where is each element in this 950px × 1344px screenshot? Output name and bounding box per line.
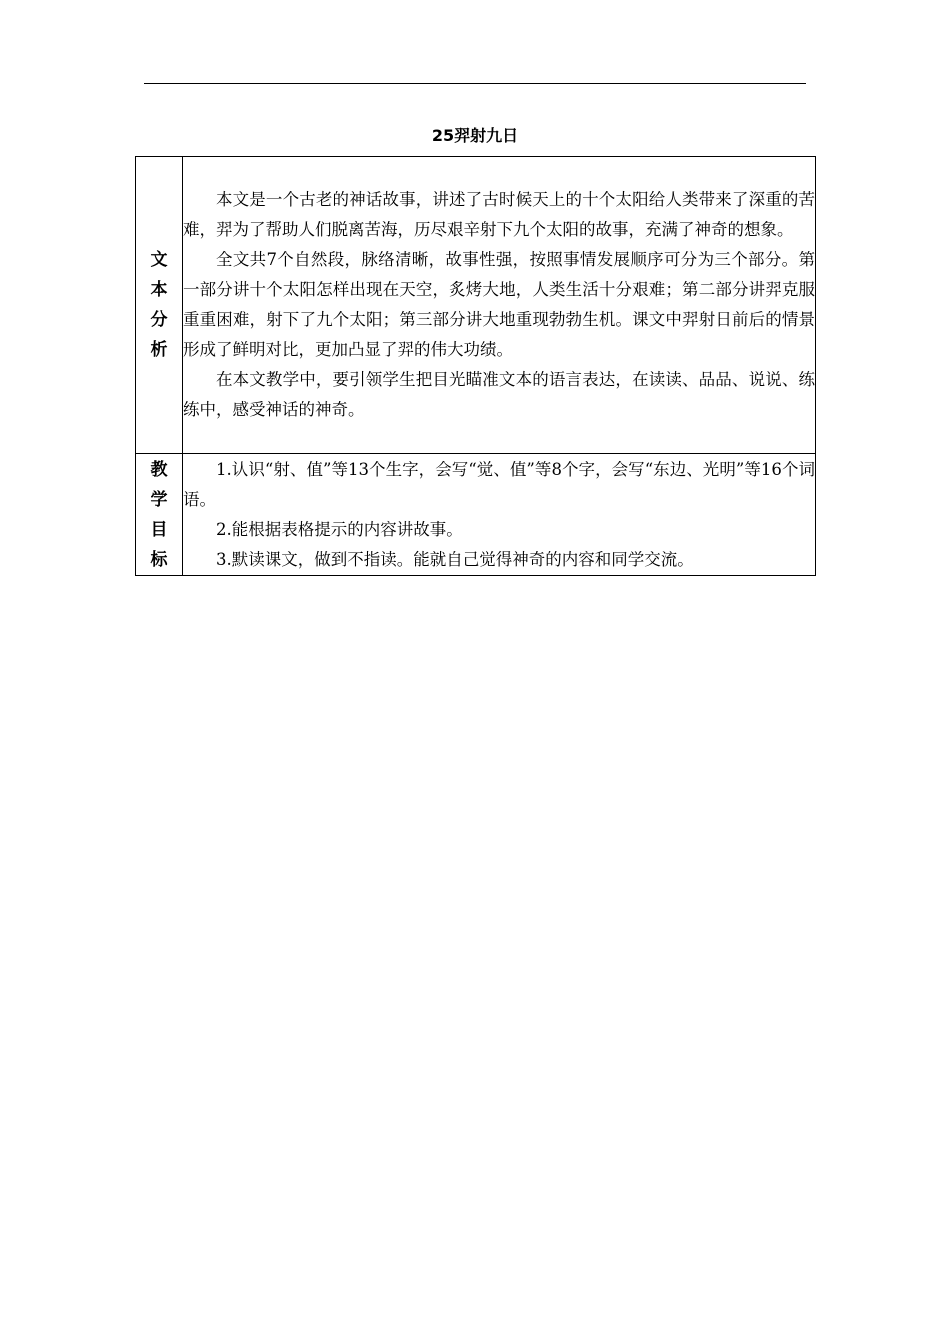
text-analysis-label-cell	[136, 157, 183, 454]
teaching-goal-2: 2.能根据表格提示的内容讲故事。	[216, 519, 463, 539]
teaching-goals-row	[136, 454, 816, 576]
text-analysis-paragraph-1: 本文是一个古老的神话故事，讲述了古时候天上的十个太阳给人类带来了深重的苦难，羿为了帮助人们脱离苦海，历尽艰辛射下九个太阳的故事，充满了神奇的想象。	[183, 190, 815, 239]
text-analysis-content	[183, 157, 816, 454]
teaching-goal-3: 3.默读课文，做到不指读。能就自己觉得神奇的内容和同学交流。	[216, 549, 694, 569]
teaching-goals-label: 教学目标	[150, 459, 168, 570]
document-title: 25羿射九日	[431, 126, 519, 145]
text-analysis-paragraph-3: 在本文教学中，要引领学生把目光瞄准文本的语言表达，在读读、品品、说说、练练中，感受神话的神奇。	[183, 370, 815, 419]
teaching-goals-label-cell	[136, 454, 183, 576]
teaching-goals-content	[183, 454, 816, 576]
teaching-goal-1: 1.认识“射、值”等13个生字，会写“觉、值”等8个字，会写“东边、光明”等16个词语。	[183, 459, 815, 509]
text-analysis-row	[136, 157, 816, 454]
lesson-plan-table	[135, 156, 816, 576]
text-analysis-label: 文本分析	[150, 250, 168, 360]
header-rule	[144, 83, 806, 84]
text-analysis-paragraph-2: 全文共7个自然段，脉络清晰，故事性强，按照事情发展顺序可分为三个部分。第一部分讲十个太阳怎样出现在天空，炙烤大地，人类生活十分艰难；第二部分讲羿克服重重困难，射下了九个太阳；第三部分讲大地重现勃勃生机。课文中羿射日前后的情景形成了鲜明对比，更加凸显了羿的伟大功绩。	[183, 250, 815, 359]
